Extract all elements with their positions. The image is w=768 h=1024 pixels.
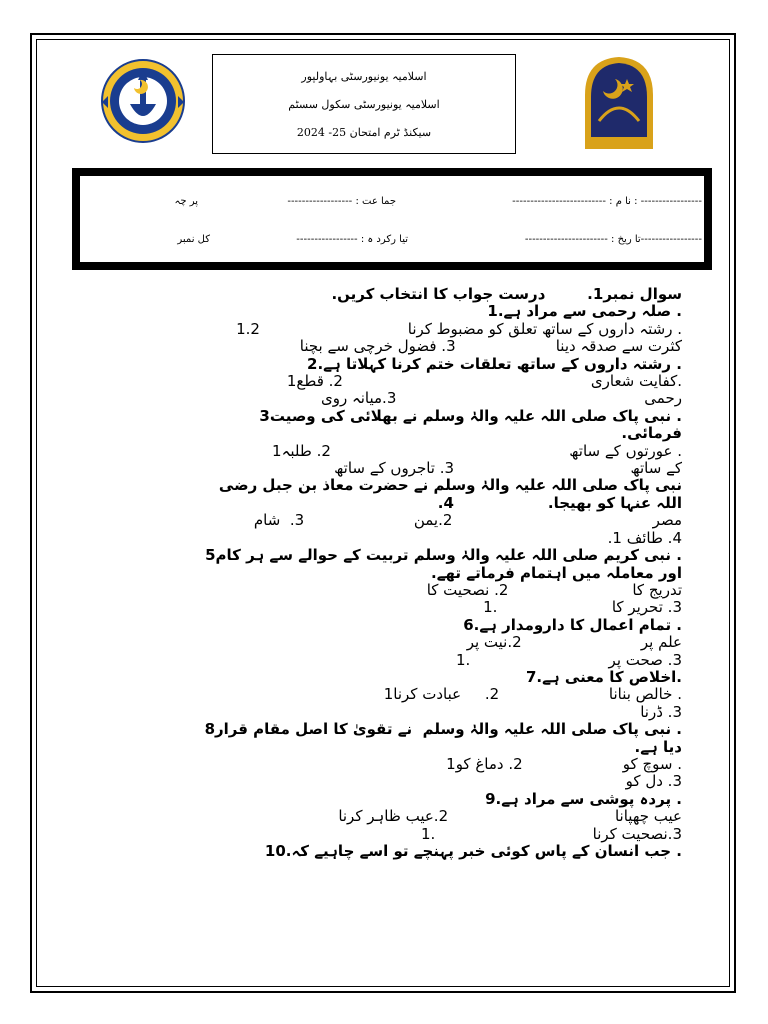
class-field[interactable]: جما عت : ------------------	[287, 196, 396, 207]
option-line: . عورتوں کے ساتھ 2. طلبہ1	[272, 441, 682, 460]
option-line: رحمی 3.میانہ روی	[320, 389, 682, 408]
question-line: دیا ہے.	[634, 737, 682, 756]
question-line: . جب انسان کے پاس کوئی خبر پہنچے تو اسے چاہیے کہ.10	[264, 842, 682, 860]
option-line: کثرت سے صدقہ دینا 3. فضول خرچی سے بچنا	[299, 337, 682, 356]
option-line: عیب چھپانا 2.عیب ظاہر کرنا	[338, 807, 682, 826]
option-line: .کفایت شعاری 2. قطع1	[286, 372, 682, 391]
option-line: 3. تحریر کا .1	[483, 598, 682, 617]
school-system-name: اسلامیہ یونیورسٹی سکول سسٹم	[288, 98, 440, 111]
option-line: 3. صحت پر .1	[455, 650, 682, 669]
student-info-box	[72, 168, 712, 270]
option-line: . رشتہ داروں کے ساتھ تعلق کو مضبوط کرنا 1.2	[236, 319, 682, 338]
question-line: . نبی پاک صلی اللہ علیہ والہٰ وسلم نے تقویٰ کا اصل مقام قرار8	[204, 720, 682, 739]
option-line: . خالص بنانا 2. عبادت کرنا1	[383, 685, 682, 704]
exam-title: سیکنڈ ٹرم امتحان 25- 2024	[296, 126, 432, 139]
question-line: . نبی پاک صلی اللہ علیہ والہٰ وسلم نے بھلائی کی وصیت3	[259, 406, 682, 425]
paper-label: پر چہ	[174, 196, 198, 207]
university-name: اسلامیہ یونیورسٹی بہاولپور	[301, 70, 427, 83]
date-field[interactable]: -----------------تا ریخ : -----------------------	[524, 234, 702, 245]
question-line: اللہ عنہا کو بھیجا. 4.	[437, 493, 682, 512]
option-line: مصر 2.یمن 3. شام	[253, 511, 682, 530]
prepared-by-field[interactable]: تیا رکرد ہ : -----------------	[296, 234, 408, 245]
question-line: . پردہ پوشی سے مراد ہے.9	[485, 789, 682, 808]
question-line: . تمام اعمال کا دارومدار ہے.6	[463, 615, 682, 634]
university-logo	[583, 55, 655, 151]
question-line: . صلہ رحمی سے مراد ہے.1	[487, 302, 682, 321]
exam-header	[212, 54, 516, 154]
option-line: کے ساتھ 3. تاجروں کے ساتھ	[334, 459, 682, 478]
option-line: 3.نصحیت کرنا .1	[420, 824, 682, 843]
question-line: . رشتہ داروں کے ساتھ تعلقات ختم کرنا کہلاتا ہے.2	[307, 354, 682, 373]
name-field[interactable]: ----------------- : نا م : --------------------------	[512, 196, 702, 207]
school-system-logo	[100, 58, 186, 144]
question-line: . نبی کریم صلی اللہ علیہ والہٰ وسلم تربیت کے حوالے سے ہر کام5	[205, 546, 682, 565]
option-line: علم پر 2.نیت پر	[466, 633, 682, 652]
question-line: نبی پاک صلی اللہ علیہ والہٰ وسلم نے حضرت معاذ بن جبل رضی	[218, 476, 682, 495]
question-list	[70, 286, 682, 860]
question-line: اور معاملہ میں اہتمام فرماتے تھے.	[431, 563, 682, 582]
option-line: 3. دل کو	[625, 772, 682, 791]
question-line: سوال نمبر1. درست جواب کا انتخاب کریں.	[331, 285, 682, 303]
question-line: .اخلاص کا معنی ہے.7	[525, 667, 682, 686]
question-line: فرمائی.	[621, 424, 682, 443]
total-marks-label: کل نمبر	[177, 234, 210, 245]
option-line: . سوچ کو 2. دماغ کو1	[446, 754, 682, 773]
option-line: 3. ڈرنا	[640, 702, 682, 721]
option-line: 4. طائف 1.	[607, 528, 682, 547]
option-line: تدریج کا 2. نصحیت کا	[426, 580, 682, 599]
